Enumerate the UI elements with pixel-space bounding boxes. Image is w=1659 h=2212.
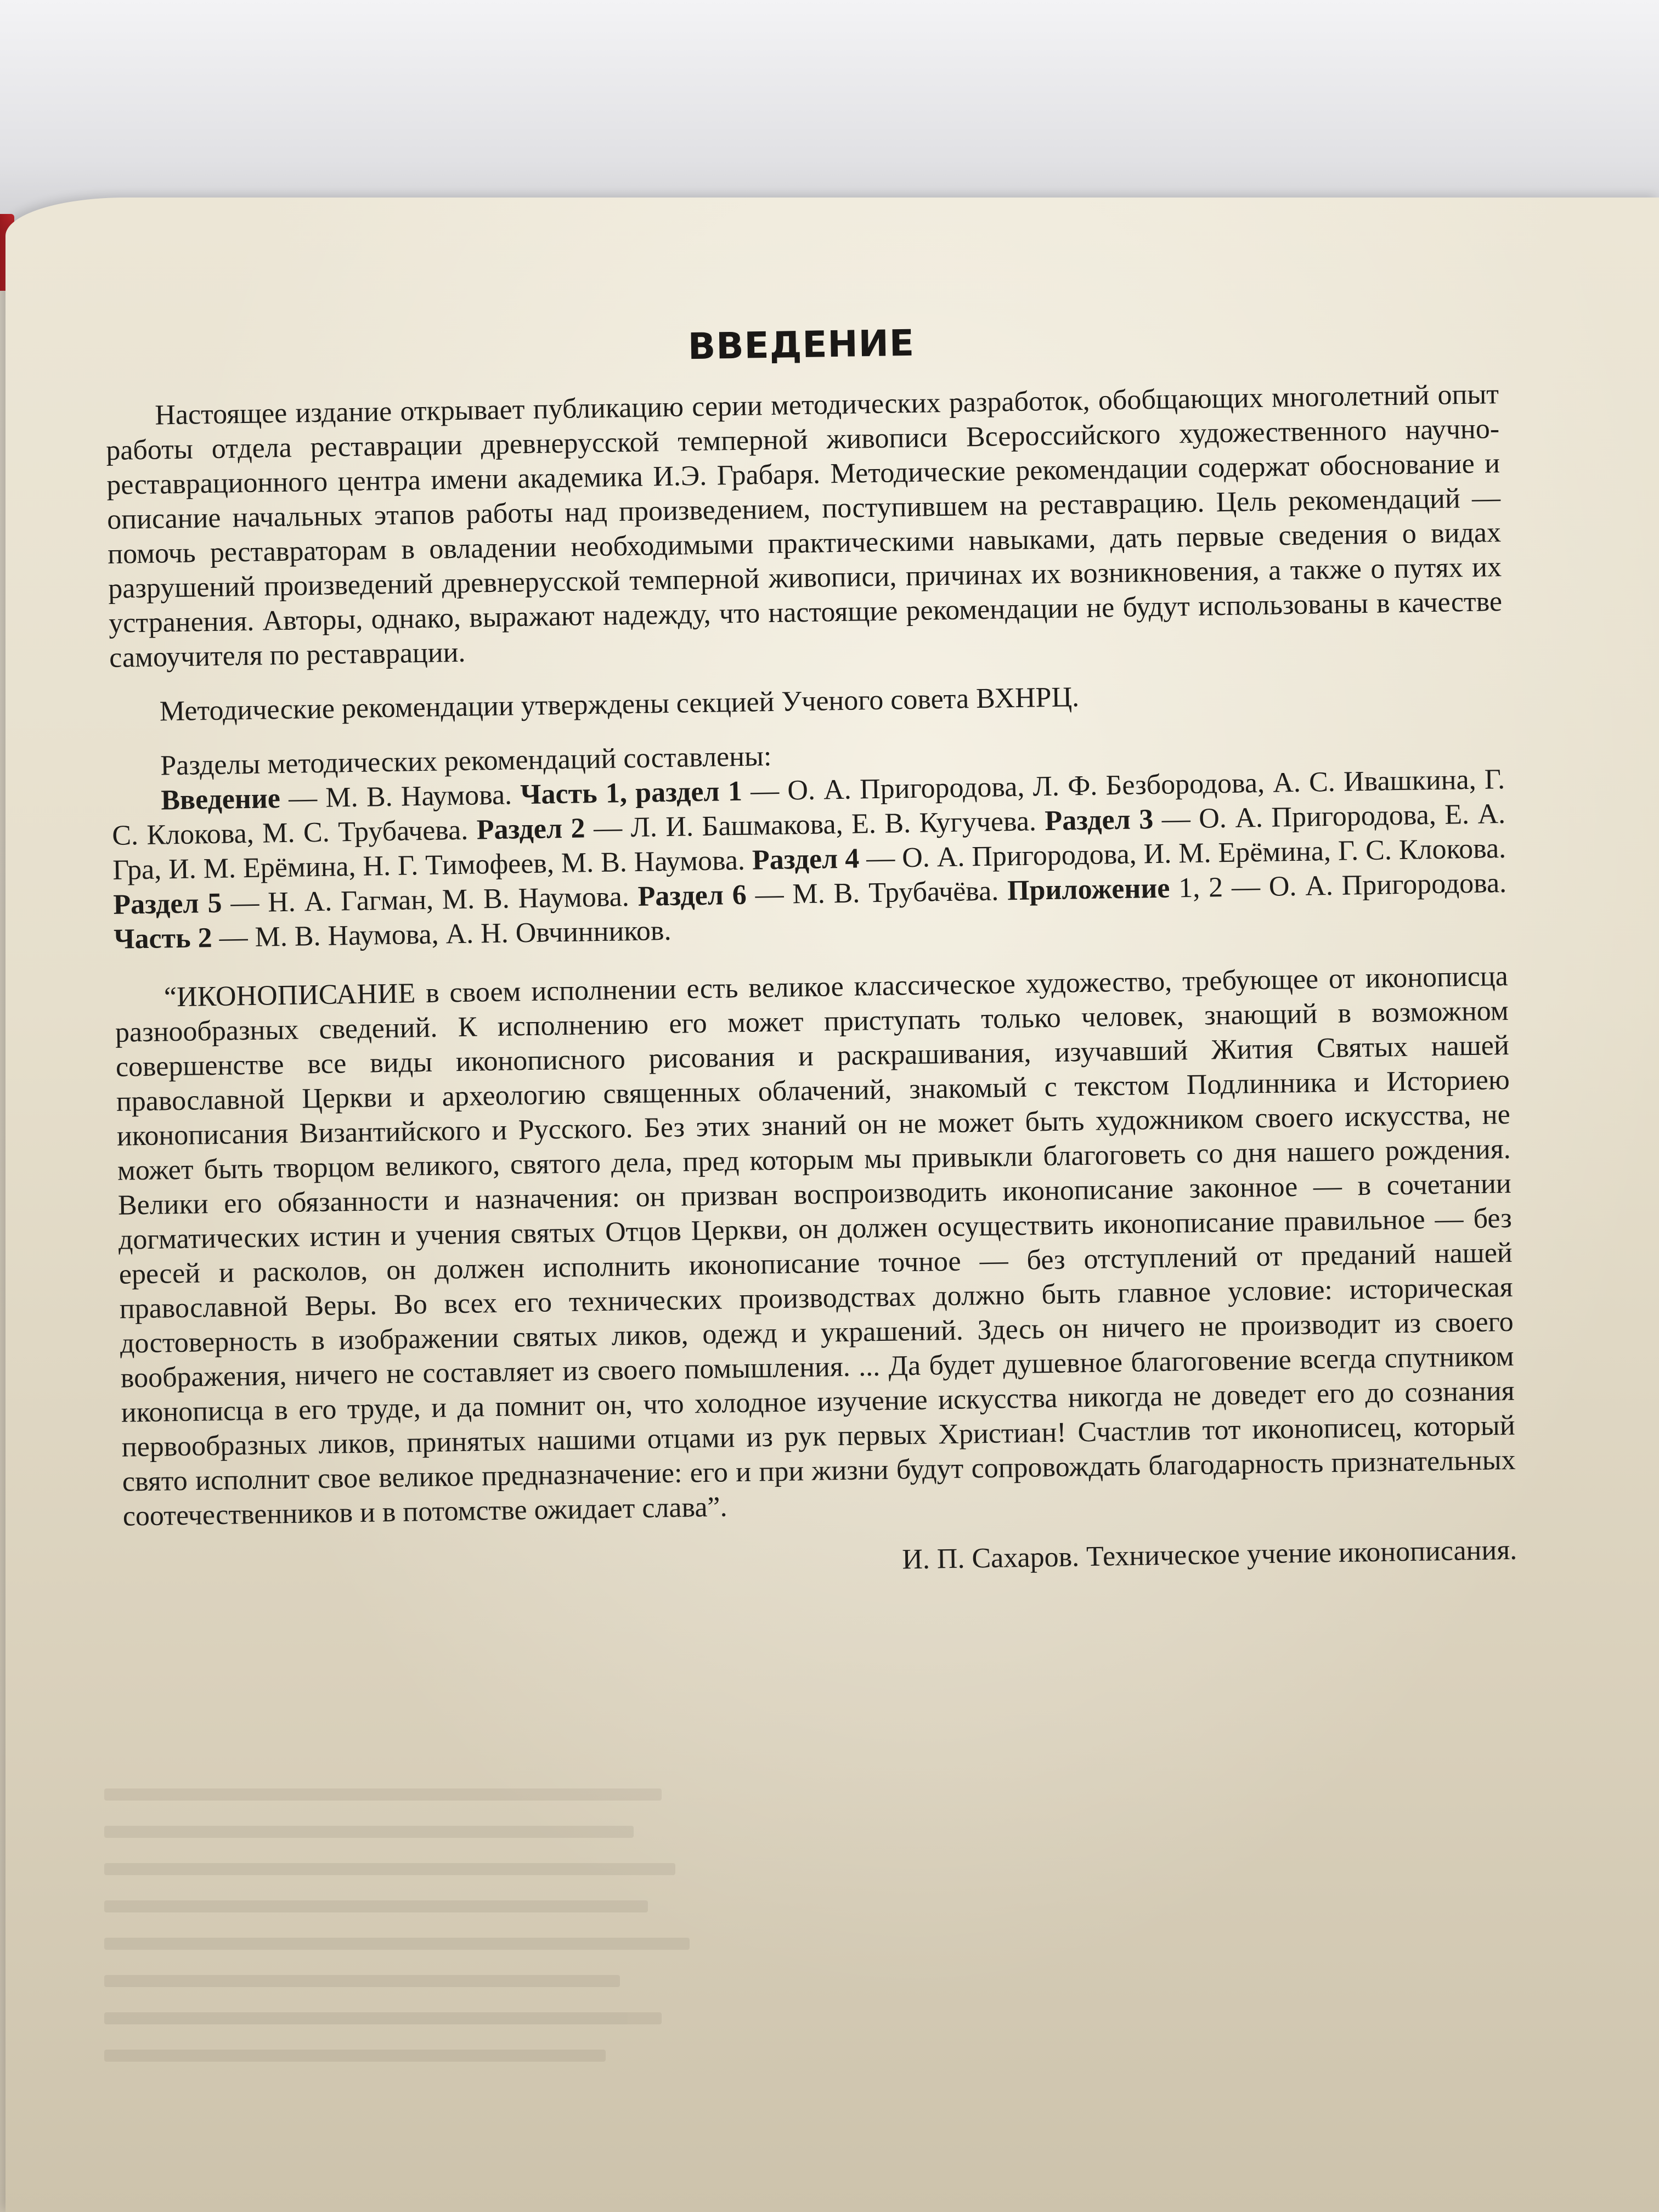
credit-text: — О. А. Пригородова, Л. Ф. Безбородова, А. С. Ивашкина, Г. С. Клокова, М. С. Трубачева. [111,764,1505,851]
credit-label: Приложение [1007,872,1170,907]
credit-text: — М. В. Наумова, А. Н. Овчинников. [212,915,672,954]
page-content [104,313,1517,1588]
credit-label: Раздел 5 [112,887,222,921]
credit-text: — О. А. Пригородова, Е. А. Гра, И. М. Ерёмина, Н. Г. Тимофеев, М. В. Наумова. [112,798,1506,886]
credit-label: Раздел 3 [1044,804,1154,837]
quote-paragraph: “ИКОНОПИСАНИЕ в своем исполнении есть великое классическое художество, требующее от иконописца разнообразных сведений. К исполнению его может приступать только человек, знающий в возможном совершенстве все виды иконописного рисования и раскрашивания, изучавший Жития Святых нашей православной Церкви и археологию священных облачений, знакомый с текстом Подлинника и Историею иконописания Византийского и Русского. Без этих знаний он не может быть художником своего искусства, не может быть творцом великого, святого дела, пред которым мы привыкли благоговеть со дня нашего рождения. Велики его обязанности и назначения: он призван воспроизводить иконописание законное — в сочетании догматических истин и учения святых Отцов Церкви, он должен осуществить иконописание правильное — без ересей и расколов, он должен исполнить иконописание точное — без отступлений от преданий нашей православной Веры. Во всех его технических производствах должно быть главное условие: историческая достоверность в изображении святых ликов, одежд и украшений. Здесь он ничего не производит из своего воображения, ничего не составляет из своего помышления. ... Да будет душевное благоговение всегда спутником иконописца в его труде, и да помнит он, что холодное изучение искусства никогда не доведет его до сознания первообразных ликов, принятых нашими отцами из рук первых Христиан! Счастлив тот иконописец, который свято исполнит свое великое предназначение: его и при жизни будут сопровождать благодарность признательных соотечественников и в потомстве ожидает слава”. [115,960,1516,1532]
credit-label: Часть 2 [113,922,213,955]
credit-label: Раздел 6 [637,879,747,912]
approval-line: Методические рекомендации утверждены секцией Ученого совета ВХНРЦ. [159,681,1080,727]
credit-text: — Н. А. Гагман, М. В. Наумова. [222,881,639,919]
intro-paragraph: Настоящее издание открывает публикацию серии методических разработок, обобщающих многолетний опыт работы отдела реставрации древнерусской темперной живописи Всероссийского художественного научно-реставрационного центра имени академика И.Э. Грабаря. Методические рекомендации содержат обоснование и описание начальных этапов работы над произведением, поступившем на реставрацию. Цель рекомендаций — помочь реставраторам в овладении необходимыми практическими навыками, дать первые сведения о видах разрушений произведений древнерусской темперной живописи, причинах их возникновения, а также о путях их устранения. Авторы, однако, выражают надежду, что настоящие рекомендации не будут использованы в качестве самоучителя по реставрации. [105,379,1503,674]
credit-text: — Л. И. Башмакова, Е. В. Кугучева. [585,805,1045,844]
credit-text: — О. А. Пригородова, И. М. Ерёмина, Г. С. Клокова. [859,832,1506,874]
credit-label: Раздел 2 [476,812,586,846]
bleed-through-text [104,1788,1498,2172]
quote-attribution: И. П. Сахаров. Техническое учение иконописания. [901,1534,1517,1576]
credit-label: Раздел 4 [752,843,860,876]
page-title: ВВЕДЕНИЕ [687,321,915,368]
credit-label: Введение [160,783,281,816]
book-page [5,198,1659,2212]
credits-paragraph [111,762,1508,957]
background-surface [0,0,1659,230]
credit-text: 1, 2 — О. А. Пригородова. [1169,867,1507,904]
credit-label: Часть 1, раздел 1 [520,775,743,811]
credit-text: — М. В. Наумова. [280,779,521,815]
credit-text: — М. В. Трубачёва. [746,875,1008,911]
sections-heading: Разделы методических рекомендаций составлены: [160,740,772,782]
